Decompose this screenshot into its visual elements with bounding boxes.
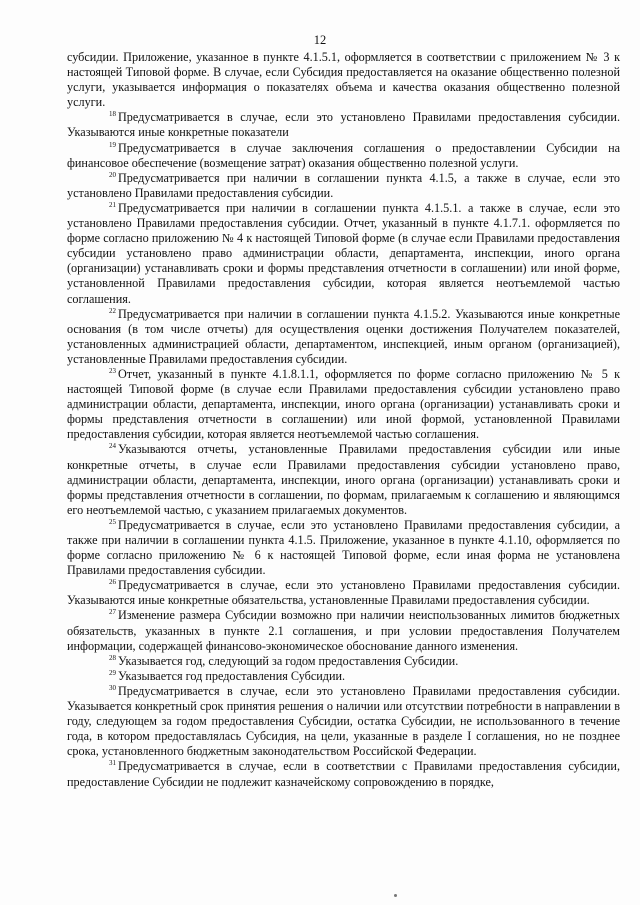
footnote-22 <box>67 307 620 367</box>
footnote-text: Изменение размера Субсидии возможно при наличии неиспользованных лимитов бюджетных обязательств, указанных в пункте 2.1 соглашения, и при условии предоставления Получателем информации, содержащей финансово-экономическое обоснование данного изменения. <box>67 608 620 653</box>
footnote-text: Указывается год, следующий за годом предоставления Субсидии. <box>118 653 459 668</box>
footnote-27 <box>67 608 620 653</box>
footnote-number: 28 <box>109 653 116 662</box>
footnote-number: 20 <box>109 170 116 179</box>
footnote-number: 27 <box>109 608 116 617</box>
footnotes-body <box>67 50 620 790</box>
footnote-29 <box>67 669 620 684</box>
footnote-26 <box>67 578 620 608</box>
footnote-text: Предусматривается при наличии в соглашении пункта 4.1.5, а также в случае, если это установлено Правилами предоставления субсидии. <box>67 170 620 200</box>
footnote-text: субсидии. Приложение, указанное в пункте 4.1.5.1, оформляется в соответствии с приложением № 3 к настоящей Типовой форме. В случае, если Субсидия предоставляется на оказание общественно полезной услуги, указывается информация о показателях объема и качества оказания общественно полезной услуги. <box>67 50 620 110</box>
footnote-number: 25 <box>109 517 116 526</box>
footnote-number: 22 <box>109 306 116 315</box>
footnote-19 <box>67 141 620 171</box>
footnote-number: 26 <box>109 578 116 587</box>
footnote-number: 23 <box>109 366 116 375</box>
footnote-number: 18 <box>109 110 116 119</box>
footnote-number: 24 <box>109 442 116 451</box>
footnote-number: 19 <box>109 140 116 149</box>
scan-speck <box>394 894 397 897</box>
footnote-text: Предусматривается в случае, если это установлено Правилами предоставления субсидии. Указывается конкретный срок принятия решения о наличии или отсутствии потребности в направлении в году, следующем за годом предоставления Субсидии, остатка Субсидии, не использованного в течение года, в котором предоставлялась Субсидия, на цели, указанные в разделе I соглашения, но не позднее срока, установленного бюджетным законодательством Российской Федерации. <box>67 683 620 759</box>
footnote-18 <box>67 110 620 140</box>
footnote-text: Предусматривается в случае заключения соглашения о предоставлении Субсидии на финансовое обеспечение (возмещение затрат) оказания общественно полезной услуги. <box>67 140 620 170</box>
footnote-25 <box>67 518 620 578</box>
footnote-number: 30 <box>109 683 116 692</box>
footnote-text: Отчет, указанный в пункте 4.1.8.1.1, оформляется по форме согласно приложению № 5 к настоящей Типовой форме (в случае если Правилами предоставления субсидии установлено право администрации области, департамента, инспекции, иного органа (организации) устанавливать сроки и формы представления отчетности в соглашении) или иной формой, установленной Правилами предоставления субсидии, которая является неотъемлемой частью соглашения. <box>67 366 620 442</box>
footnote-31 <box>67 759 620 789</box>
footnote-20 <box>67 171 620 201</box>
footnote-21 <box>67 201 620 307</box>
footnote-30 <box>67 684 620 759</box>
footnote-number: 29 <box>109 668 116 677</box>
footnote-text: Предусматривается при наличии в соглашении пункта 4.1.5.1. а также в случае, если это установлено Правилами предоставления субсидии. Отчет, указанный в пункте 4.1.7.1. оформляется по форме согласно приложению № 4 к настоящей Типовой форме (в случае если Правилами предоставления субсидии установлено право администрации области, департамента, инспекции, иного органа (организации) устанавливать сроки и формы представления отчетности в соглашении) или иной форме, установленной Правилами предоставления субсидии, которая является неотъемлемой частью соглашения. <box>67 200 620 306</box>
footnote-24 <box>67 442 620 517</box>
footnote-number: 31 <box>109 759 116 768</box>
footnote-text: Предусматривается при наличии в соглашении пункта 4.1.5.2. Указываются иные конкретные основания (в том числе отчеты) для осуществления оценки достижения Получателем показателей, установленных администрацией области, департаментом, инспекцией, иным органом (организацией), установленные Правилами предоставления субсидии. <box>67 306 620 366</box>
footnote-number: 21 <box>109 200 116 209</box>
footnote-text: Указывается год предоставления Субсидии. <box>118 668 346 683</box>
footnote-23 <box>67 367 620 442</box>
page-number: 12 <box>313 33 327 47</box>
footnote-text: Предусматривается в случае, если это установлено Правилами предоставления субсидии. Указываются иные конкретные показатели <box>67 110 620 140</box>
footnote-text: Предусматривается в случае, если это установлено Правилами предоставления субсидии, а также при наличии в соглашении пункта 4.1.5. Приложение, указанное в пункте 4.1.10, оформляется по форме согласно приложению № 6 к настоящей Типовой форме, если иная форма не установлена Правилами предоставления субсидии. <box>67 517 620 578</box>
footnote-28 <box>67 654 620 669</box>
footnote-text: Указываются отчеты, установленные Правилами предоставления субсидии или иные конкретные отчеты, в случае если Правилами предоставления субсидии установлено право, администрации области, департамента, инспекции, иного органа (организации) устанавливать сроки и формы представления отчетности в соглашении, по формам, прилагаемым к соглашению и являющимся его неотъемлемой частью, с указанием прилагаемых документов. <box>67 442 620 517</box>
footnote-text: Предусматривается в случае, если в соответствии с Правилами предоставления субсидии, предоставление Субсидии не подлежит казначейскому сопровождению в порядке, <box>67 759 620 789</box>
footnote-text: Предусматривается в случае, если это установлено Правилами предоставления субсидии. Указываются иные конкретные обязательства, установленные Правилами предоставления субсидии. <box>67 578 620 608</box>
footnote-continuation <box>67 50 620 110</box>
